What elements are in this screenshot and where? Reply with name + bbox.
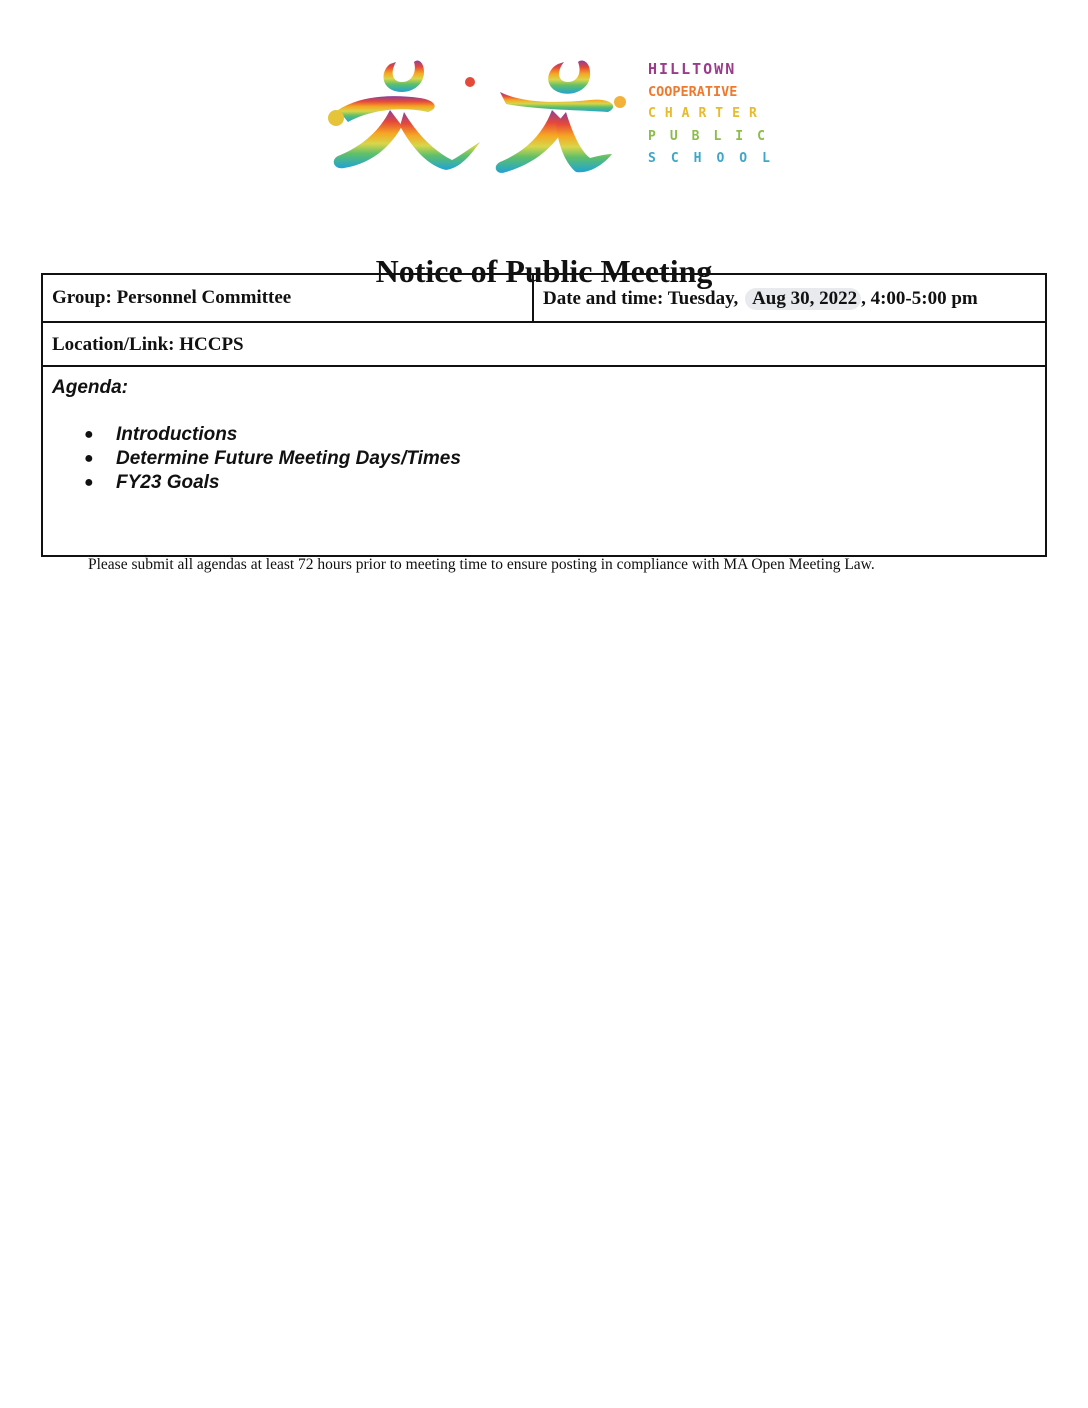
- logo-figures-icon: [320, 52, 630, 182]
- logo-line-school: SCHOOL: [648, 151, 785, 166]
- agenda-item-text: FY23 Goals: [116, 472, 220, 493]
- date-suffix: , 4:00-5:00 pm: [861, 288, 978, 309]
- table-row: [43, 367, 1045, 555]
- agenda-item-text: Determine Future Meeting Days/Times: [116, 448, 461, 469]
- bullet-icon: ●: [84, 426, 94, 443]
- date-prefix: Date and time: Tuesday,: [543, 288, 744, 309]
- date-chip[interactable]: Aug 30, 2022: [745, 288, 861, 310]
- list-item: [52, 471, 1036, 495]
- page-title: Notice of Public Meeting: [375, 253, 713, 290]
- bullet-icon: ●: [84, 450, 94, 467]
- list-item: [52, 423, 1036, 447]
- logo-line-cooperative: COOPERATIVE: [648, 83, 738, 100]
- bullet-icon: ●: [84, 474, 94, 491]
- logo-line-hilltown: HILLTOWN: [648, 60, 737, 78]
- list-item: [52, 447, 1036, 471]
- logo-wordmark: [648, 58, 793, 171]
- agenda-item-text: Introductions: [116, 424, 238, 445]
- table-row: [43, 323, 1045, 367]
- logo-line-public: PUBLIC: [648, 128, 779, 144]
- agenda-cell: [43, 367, 1045, 555]
- group-cell: Group: Personnel Committee: [43, 275, 534, 321]
- logo-line-charter: CHARTER: [648, 106, 766, 121]
- table-row: [43, 275, 1045, 323]
- submission-note: Please submit all agendas at least 72 hours prior to meeting time to ensure posting in compliance with MA Open Meeting Law.: [88, 556, 875, 573]
- meeting-table: [41, 273, 1047, 557]
- agenda-heading: Agenda:: [52, 377, 128, 398]
- date-time-cell: [534, 275, 1045, 321]
- location-cell: Location/Link: HCCPS: [52, 334, 244, 355]
- school-logo: [320, 52, 790, 182]
- agenda-list: [52, 423, 1036, 495]
